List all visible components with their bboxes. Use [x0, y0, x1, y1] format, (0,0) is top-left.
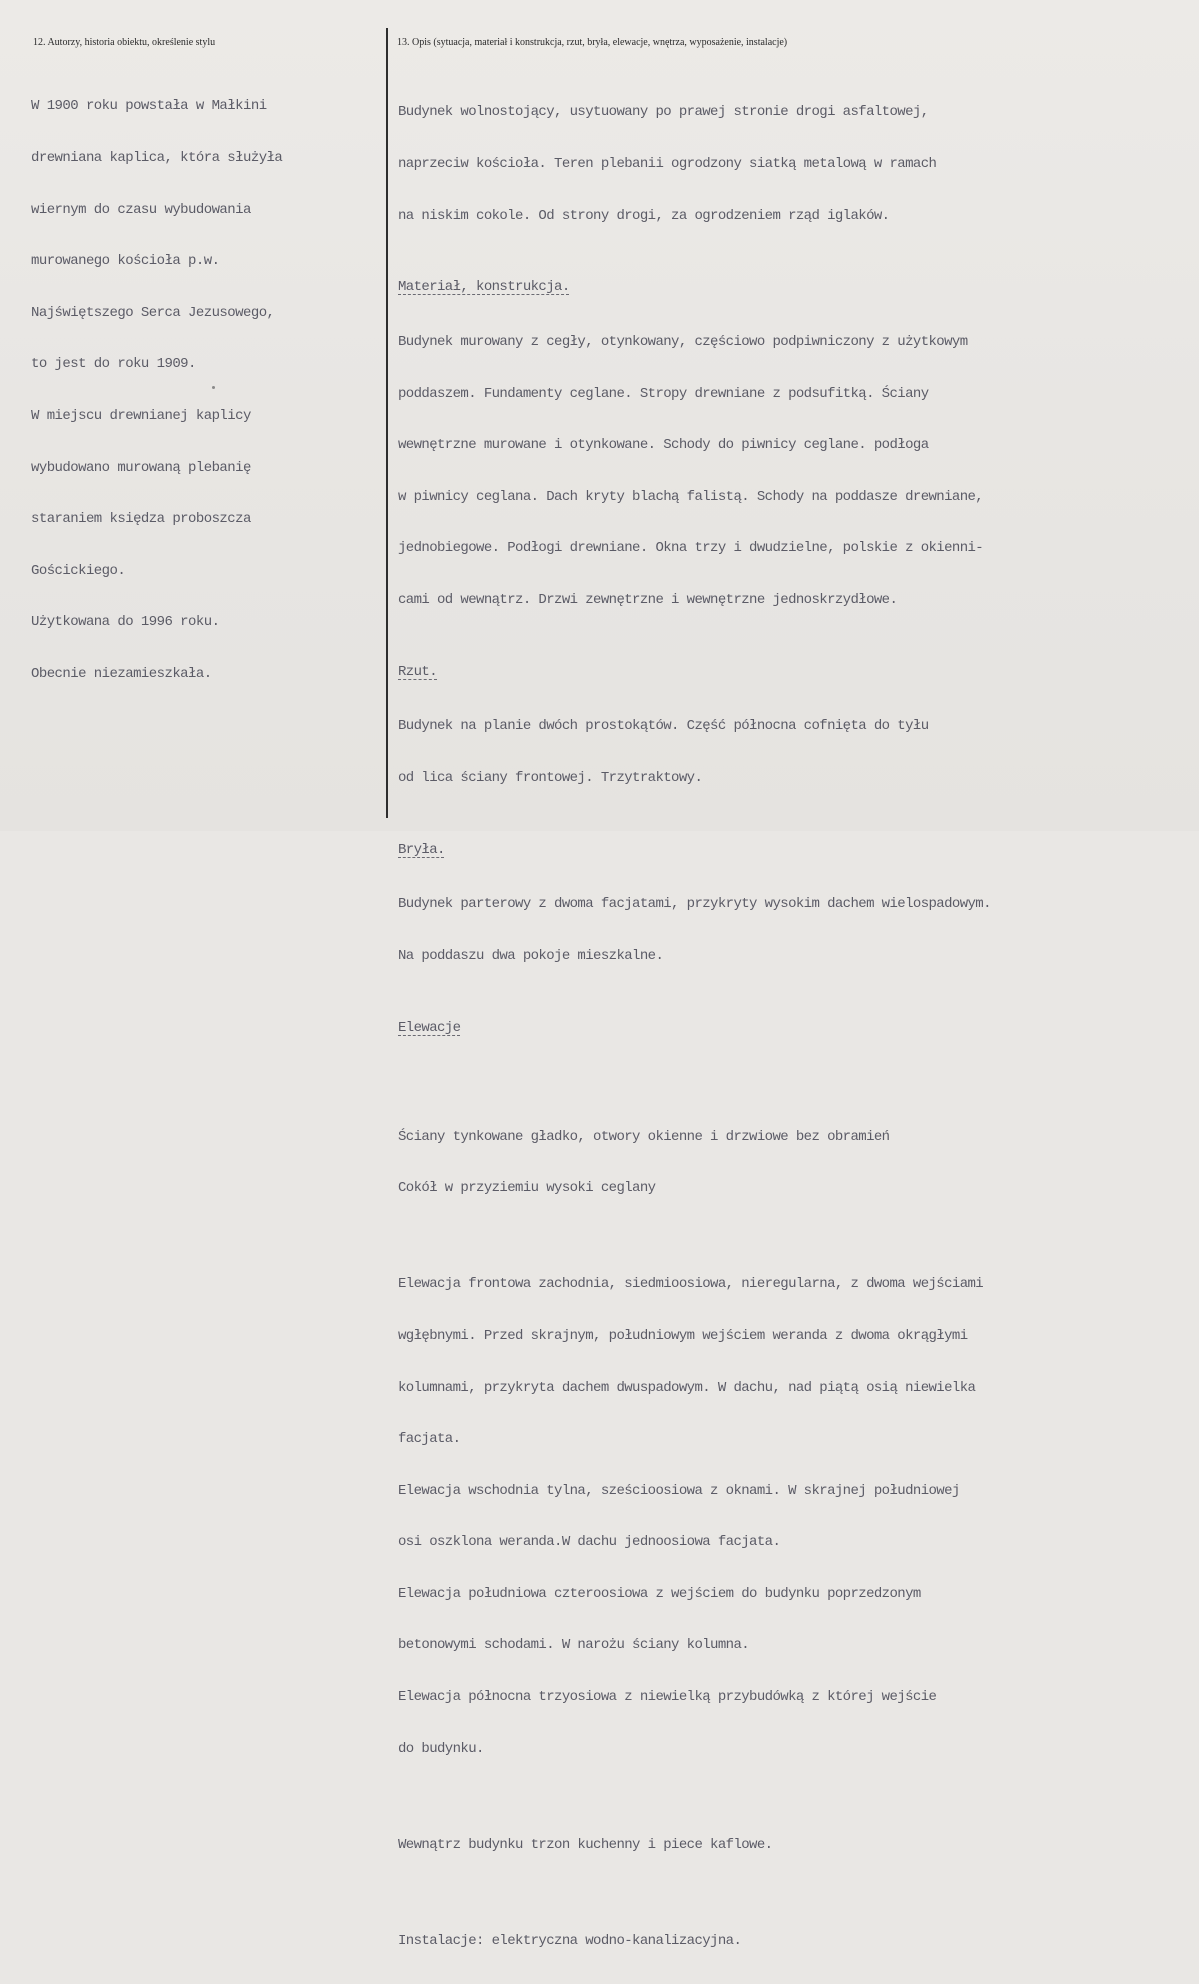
elewacje-line: wgłębnymi. Przed skrajnym, południowym wejściem weranda z dwoma okrągłymi	[398, 1327, 968, 1344]
elewacje-line: osi oszklona weranda.W dachu jednoosiowa facjata.	[398, 1534, 781, 1551]
intro-line: naprzeciw kościoła. Teren plebanii ogrodzony siatką metalową w ramach	[398, 156, 937, 172]
rzut-heading: Rzut.	[398, 663, 438, 680]
elewacje-line: facjata.	[398, 1431, 461, 1448]
material-line: poddaszem. Fundamenty ceglane. Stropy drewniane z podsufitką. Ściany	[398, 385, 929, 402]
intro-line: Budynek wolnostojący, usytuowany po prawej stronie drogi asfaltowej,	[398, 104, 929, 121]
history-line: to jest do roku 1909.	[31, 356, 196, 373]
material-line: jednobiegowe. Podłogi drewniane. Okna trzy i dwudzielne, polskie z okienni-	[398, 540, 984, 557]
spacer	[398, 1792, 991, 1802]
history-line: murowanego kościoła p.w.	[31, 253, 220, 270]
history-line: Gościckiego.	[31, 562, 126, 579]
elewacje-line: betonowymi schodami. W narożu ściany kolumna.	[398, 1637, 750, 1654]
column-divider	[386, 28, 388, 818]
elewacje-line: Elewacja frontowa zachodnia, siedmioosiowa, nieregularna, z dwoma wejściami	[398, 1276, 984, 1293]
description-text	[398, 70, 991, 1984]
history-text	[31, 64, 282, 718]
history-line: W miejscu drewnianej kaplicy	[31, 407, 251, 424]
spacer	[398, 1232, 991, 1242]
bryla-line: Na poddaszu dwa pokoje mieszkalne.	[398, 947, 664, 964]
elewacje-line: Elewacja wschodnia tylna, sześcioosiowa z oknami. W skrajnej południowej	[398, 1482, 960, 1499]
rzut-line: Budynek na planie dwóch prostokątów. Część północna cofnięta do tyłu	[398, 718, 929, 735]
material-line: Budynek murowany z cegły, otynkowany, częściowo podpiwniczony z użytkowym	[398, 333, 968, 350]
elewacje-line: kolumnami, przykryta dachem dwuspadowym. W dachu, nad piątą osią niewielka	[398, 1379, 976, 1396]
interior-line: Wewnątrz budynku trzon kuchenny i piece kaflowe.	[398, 1836, 773, 1853]
rzut-line: od lica ściany frontowej. Trzytraktowy.	[398, 769, 703, 786]
installations-line: Instalacje: elektryczna wodno-kanalizacyjna.	[398, 1932, 742, 1949]
spacer	[398, 1074, 991, 1094]
history-line: wiernym do czasu wybudowania	[31, 201, 251, 218]
elewacje-line: Cokół w przyziemiu wysoki ceglany	[398, 1180, 656, 1197]
intro-line: na niskim cokole. Od strony drogi, za ogrodzeniem rząd iglaków.	[398, 207, 890, 224]
history-line: staraniem księdza proboszcza	[31, 511, 251, 528]
elewacje-line: Elewacja północna trzyosiowa z niewielką przybudówką z której wejście	[398, 1689, 937, 1706]
elewacje-line: Elewacja południowa czteroosiowa z wejściem do budynku poprzedzonym	[398, 1585, 921, 1602]
section-13-header: 13. Opis (sytuacja, materiał i konstrukcja, rzut, bryła, elewacje, wnętrza, wyposażenie, instalacje)	[397, 37, 788, 48]
bryla-heading: Bryła.	[398, 841, 445, 858]
bryla-line: Budynek parterowy z dwoma facjatami, przykryty wysokim dachem wielospadowym.	[398, 896, 991, 913]
history-line: Użytkowana do 1996 roku.	[31, 614, 220, 631]
spacer	[398, 1888, 991, 1898]
elewacje-line: do budynku.	[398, 1740, 484, 1757]
material-line: wewnętrzne murowane i otynkowane. Schody do piwnicy ceglane. podłoga	[398, 437, 929, 454]
material-line: w piwnicy ceglana. Dach kryty blachą falistą. Schody na poddasze drewniane,	[398, 488, 984, 505]
section-12-header: 12. Autorzy, historia obiektu, określenie stylu	[33, 37, 216, 48]
history-line: Najświętszego Serca Jezusowego,	[31, 304, 275, 321]
history-line: wybudowano murowaną plebanię	[31, 459, 251, 476]
material-line: cami od wewnątrz. Drzwi zewnętrzne i wewnętrzne jednoskrzydłowe.	[398, 591, 898, 608]
elewacje-line: Ściany tynkowane gładko, otwory okienne i drzwiowe bez obramień	[398, 1128, 890, 1145]
history-line: W 1900 roku powstała w Małkini	[31, 98, 267, 115]
material-heading: Materiał, konstrukcja.	[398, 279, 570, 296]
elewacje-heading: Elewacje	[398, 1019, 461, 1036]
history-line: drewniana kaplica, która służyła	[31, 150, 283, 166]
history-line: Obecnie niezamieszkała.	[31, 665, 212, 682]
